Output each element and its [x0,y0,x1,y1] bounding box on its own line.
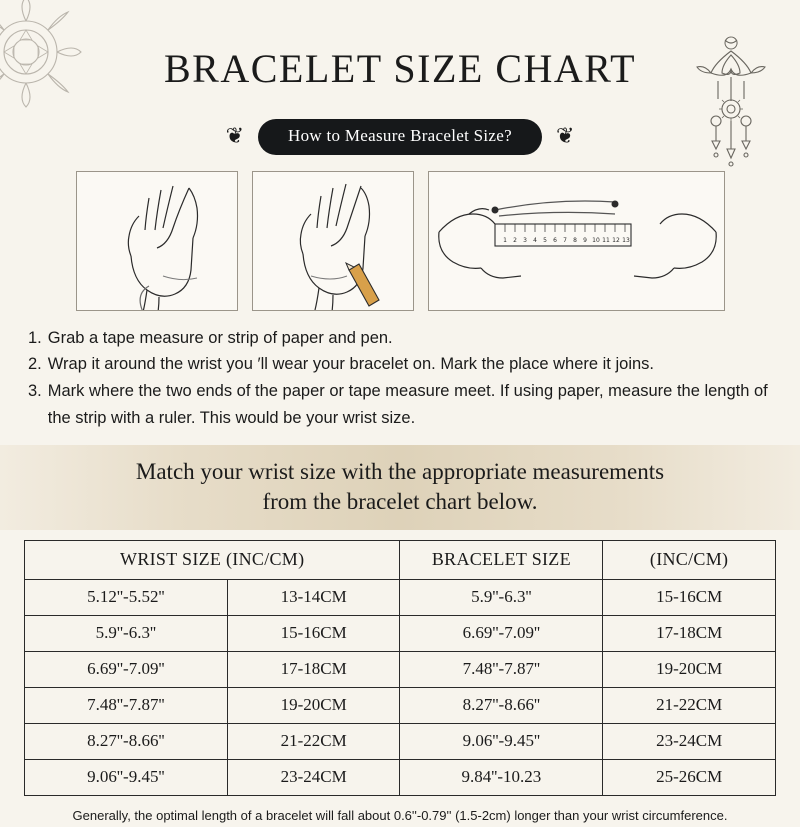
step-number: 1. [28,328,42,347]
instruction-list [28,325,770,432]
mandala-ornament-icon [0,0,116,147]
cell-bracelet-cm: 21-22CM [603,688,776,724]
svg-text:13: 13 [621,236,630,244]
size-table [24,540,776,796]
svg-text:7: 7 [562,236,567,244]
cell-wrist-cm: 17-18CM [227,652,400,688]
cell-bracelet-cm: 17-18CM [603,616,776,652]
svg-text:2: 2 [512,236,517,244]
cell-wrist-cm: 15-16CM [227,616,400,652]
cell-wrist-inch: 5.12''-5.52'' [25,580,228,616]
illustration-row [0,171,800,311]
svg-text:1: 1 [502,236,507,244]
cell-wrist-inch: 8.27''-8.66'' [25,724,228,760]
table-row [25,616,776,652]
page-title: BRACELET SIZE CHART [163,45,637,91]
illustration-hand-paper-pen [252,171,414,311]
illustration-hands-ruler [428,171,725,311]
svg-text:10: 10 [591,236,600,244]
svg-text:9: 9 [582,236,587,244]
flourish-right-icon: ❦ [555,123,575,149]
step-text: Mark where the two ends of the paper or tape measure meet. If using paper, measure the length of the strip with a ruler. This would be your wrist size. [47,382,768,427]
cell-bracelet-cm: 19-20CM [603,652,776,688]
subtitle-pill: How to Measure Bracelet Size? [258,119,542,155]
cell-wrist-cm: 13-14CM [227,580,400,616]
step-text: Wrap it around the wrist you ′ll wear your bracelet on. Mark the place where it joins. [47,355,654,374]
table-row [25,724,776,760]
cell-bracelet-inch: 6.69''-7.09'' [400,616,603,652]
cell-bracelet-cm: 23-24CM [603,724,776,760]
list-item [28,378,770,431]
svg-text:3: 3 [522,236,527,244]
step-number: 2. [28,355,42,374]
list-item [28,351,770,378]
header-bracelet-size: BRACELET SIZE [400,541,603,580]
banner-line-1: Match your wrist size with the appropriate measurements [135,459,665,485]
match-size-banner [0,445,800,530]
cell-bracelet-inch: 5.9''-6.3'' [400,580,603,616]
flourish-left-icon: ❦ [225,123,245,149]
bracelet-size-chart-page [0,27,800,827]
footnote: Generally, the optimal length of a bracelet will fall about 0.6''-0.79'' (1.5-2cm) longer than your wrist circumference. [72,808,728,824]
step-text: Grab a tape measure or strip of paper and pen. [47,328,393,347]
table-row [25,580,776,616]
cell-bracelet-cm: 15-16CM [603,580,776,616]
cell-wrist-cm: 21-22CM [227,724,400,760]
cell-wrist-inch: 5.9''-6.3'' [25,616,228,652]
cell-wrist-inch: 7.48''-7.87'' [25,688,228,724]
svg-text:4: 4 [532,236,537,244]
cell-bracelet-cm: 25-26CM [603,760,776,796]
svg-text:11: 11 [601,236,610,244]
table-row [25,760,776,796]
lotus-ornament-icon [676,29,786,179]
svg-text:8: 8 [572,236,577,244]
cell-bracelet-inch: 9.84''-10.23 [400,760,603,796]
header-bracelet-units: (INC/CM) [603,541,776,580]
cell-bracelet-inch: 8.27''-8.66'' [400,688,603,724]
step-number: 3. [28,382,42,401]
table-header-row [25,541,776,580]
cell-bracelet-inch: 7.48''-7.87'' [400,652,603,688]
header-wrist-size: WRIST SIZE (INC/CM) [25,541,400,580]
cell-wrist-inch: 6.69''-7.09'' [25,652,228,688]
svg-text:6: 6 [552,236,557,244]
table-row [25,688,776,724]
banner-line-2: from the bracelet chart below. [262,488,538,514]
cell-wrist-cm: 23-24CM [227,760,400,796]
svg-text:12: 12 [611,236,620,244]
table-row [25,652,776,688]
list-item [28,325,770,352]
size-table-wrapper [0,530,800,796]
cell-wrist-inch: 9.06''-9.45'' [25,760,228,796]
cell-bracelet-inch: 9.06''-9.45'' [400,724,603,760]
illustration-hand-tape [76,171,238,311]
cell-wrist-cm: 19-20CM [227,688,400,724]
svg-text:5: 5 [542,236,547,244]
